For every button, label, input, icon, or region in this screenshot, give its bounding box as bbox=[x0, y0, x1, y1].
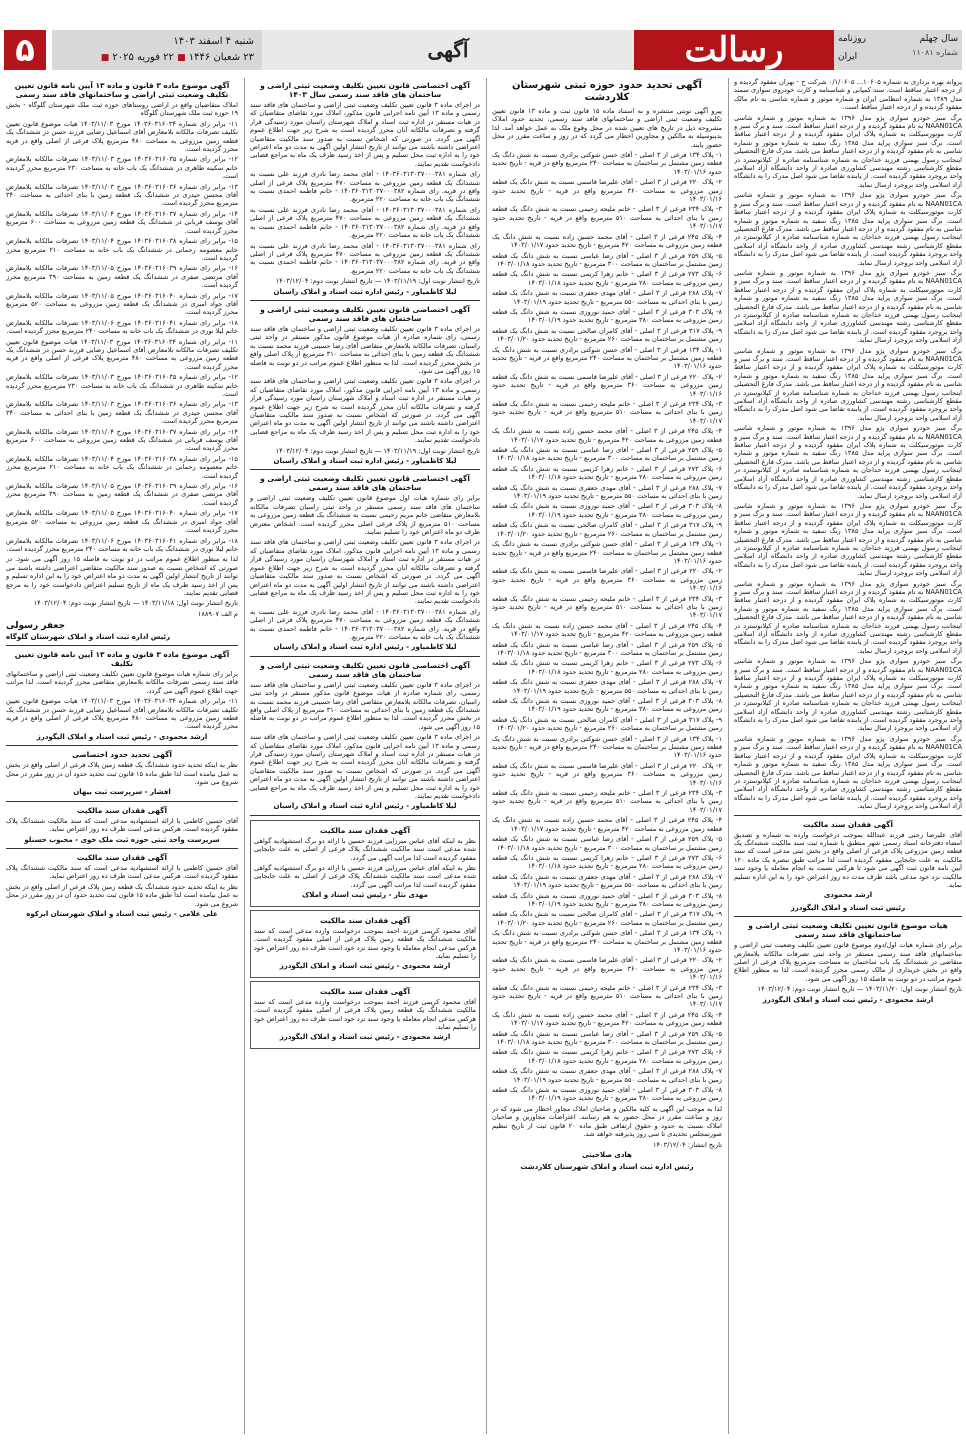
separator bbox=[6, 801, 238, 802]
separator bbox=[6, 745, 238, 746]
section-title: آگهی bbox=[262, 30, 634, 70]
meta-country: ایران bbox=[838, 52, 858, 62]
list-item: ۷- پلاک ۲۸۸ فرعی از ۳ اصلی - آقای مهدی جعفری نسبت به شش دانگ یک قطعه زمین با بنای احداثی به مساحت ۵۵۰ مترمربع - تاریخ تحدید حدود ۱۴۰۳/۰۱/۱۹ bbox=[492, 872, 722, 890]
separator bbox=[250, 815, 480, 816]
ad-title: آگهی موضوع ماده ۳ قانون و ماده ۱۳ آیین نامه قانون تعیین تکلیف وضعیت ثبتی اراضی و ساختمانهای فاقد سند رسمی bbox=[14, 81, 230, 99]
list-item: ۱- پلاک ۱۳۴ فرعی از ۳ اصلی - آقای حسن شوکتی برادری نسبت به شش دانگ یک قطعه زمین مشتمل بر ساختمان به مساحت ۲۴۰ مترمربع واقع در قریه - تاریخ تحدید حدود ۱۴۰۳/۰۱/۱۶ bbox=[492, 734, 722, 760]
ad-signature: جعفر رسولی bbox=[6, 621, 65, 632]
column-2 bbox=[492, 78, 722, 1434]
list-item: ۵- پلاک ۲۵۹ فرعی از ۳ اصلی - آقای رضا عباسی نسبت به شش دانگ یک قطعه زمین مشتمل بر ساختمان به مساحت ۳۰۰ مترمربع - تاریخ تحدید حدود ۱۴۰۳/۰۱/۱۸ bbox=[492, 251, 722, 268]
list-item: ۴- پلاک ۲۴۵ فرعی از ۳ اصلی - آقای محمد حسین زاده نسبت به شش دانگ یک قطعه زمین مزروعی به مساحت ۴۲۰ مترمربع - تاریخ تحدید حدود ۱۴۰۳/۰۱/۱۷ bbox=[492, 816, 722, 833]
list-item: ۳- پلاک ۲۳۴ فرعی از ۳ اصلی - خانم ملیحه رحیمی نسبت به شش دانگ یک قطعه زمین با بنای احداثی به مساحت ۵۱۰ مترمربع واقع در قریه - تاریخ تحدید حدود ۱۴۰۳/۰۱/۱۷ bbox=[492, 594, 722, 620]
date-line-2: ۲۳ شعبان ۱۴۴۶ ■ ۲۲ فوریه ۲۰۲۵ ■ bbox=[100, 52, 254, 63]
ad-title: آگهی فقدان سند مالکیت bbox=[803, 819, 893, 829]
ad-signature: لیلا کاظمیاور - رئیس اداره ثبت اسناد و املاک راسبان bbox=[273, 287, 457, 296]
ad-intro: پروانه بهره برداری به شماره ۱۰۶۰۵... ۰/۱/۰۶۰۵ شرکت ح - تهران مفقود گردیده و از درجه اعتبار ساقط است. سند کمپانی و شناسنامه و کارت خودروی سواری سمند مدل ۱۳۸۹ به شماره انتظامی ایران و شماره موتور و شماره شاسی به نام مالک مفقود گردیده و از درجه اعتبار ساقط است. bbox=[734, 78, 962, 112]
list-item: ۱۸- برابر رای شماره ۱۴۰۳۶۰۳۱۶۰۴۱ مورخ ۱۴۰۳/۱۱/۰۶ تصرفات مالکانه بلامعارض خانم لیلا نوری در ششدانگ یک باب خانه به مساحت ۲۴۰ مترمربع محرز گردیده است. bbox=[6, 318, 238, 336]
ad-body: در اجرای ماده ۳ قانون تعیین تکلیف وضعیت ثبتی اراضی و ساختمان های فاقد سند رسمی و ماده ۱۳ آیین نامه اجرایی قانون مذکور، املاک مورد تقاضای متقاضیان که در هیات مستقر در اداره ثبت اسناد و املاک شهرستان راسبان مورد رسیدگی قرار گرفته و تصرفات مالکانه آنان محرز گردیده است به شرح زیر جهت اطلاع عموم آگهی می گردد. در صورتی که اشخاص نسبت به صدور سند مالکیت متقاضیان اعتراضی داشته باشند می توانند از تاریخ انتشار اولین آگهی به مدت دو ماه اعتراض خود را به اداره ثبت محل تسلیم و پس از اخذ رسید ظرف یک ماه به مراجع قضایی دادخواست تقدیم نمایند. bbox=[250, 538, 480, 606]
list-item: ۱۱- برابر رای شماره ۱۴۰۳۶۰۳۱۶۰۳۴ مورخ ۱۴۰۳/۱۱/۰۳ هیات موضوع قانون تعیین تکلیف تصرفات مالکانه بلامعارض آقای اسماعیل رضایی فرزند حسن در ششدانگ یک قطعه زمین مزروعی به مساحت ۴۸۰ مترمربع پلاک فرعی از اصلی واقع در قریه محرز گردیده است. bbox=[6, 337, 238, 371]
separator bbox=[6, 645, 238, 646]
date-line-1: شنبه ۴ اسفند ۱۴۰۳ bbox=[173, 36, 254, 47]
ad-signature-title: رئیس ثبت اسناد و املاک الیگودرز bbox=[790, 903, 906, 912]
ad-box bbox=[250, 820, 480, 907]
ad-body: برگ سبز خودرو سواری پژو مدل ۱۳۹۶ به شماره موتور و شماره شاسی NAAN01CA به نام مفقود گردیده و از درجه اعتبار ساقط است. سند و برگ سبز و کارت موتورسیکلت به شماره پلاک ایران مفقود گردیده و از درجه اعتبار ساقط است. برگ سبز سواری پراید مدل ۱۳۸۵ رنگ سفید به شماره موتور و شماره شاسی به نام مفقود گردیده و از درجه اعتبار ساقط می باشد. مدرک فارغ التحصیلی اینجانب رسول بهمنی فرزند خداجان به شماره شناسنامه صادره از کیلانوسترد در مقطع کارشناسی رشته مهندسی کشاورزی صادره از واحد دانشگاه آزاد اسلامی واحد بروجرد مفقود گردیده است. از یابنده تقاضا می شود اصل مدرک را به دانشگاه آزاد اسلامی واحد بروجرد ارسال نماید. bbox=[734, 424, 962, 500]
ad-box bbox=[250, 981, 480, 1049]
ad-body: برابر رای شماره هیات اول موضوع قانون تعیین تکلیف وضعیت ثبتی اراضی و ساختمان های فاقد سند رسمی مستقر در واحد ثبتی راسبان تصرفات مالکانه بلامعارض متقاضی خانم مریم رحیمی نسبت به ششدانگ یک قطعه زمین مزروعی به مساحت ۵۱۰ مترمربع از پلاک فرعی اصلی محرز گردیده است. اشخاص معترض ظرف دو ماه اعتراض خود را تسلیم نمایند. bbox=[250, 494, 480, 537]
ad-body: در اجرای ماده ۳ قانون تعیین تکلیف وضعیت ثبتی اراضی و ساختمان های فاقد سند رسمی و ماده ۱۳ آیین نامه اجرایی قانون مذکور، املاک مورد تقاضای متقاضیان که در هیات مستقر در اداره ثبت اسناد و املاک شهرستان راسبان مورد رسیدگی قرار گرفته و تصرفات مالکانه آنان محرز گردیده است به شرح زیر جهت اطلاع عموم آگهی می گردد. در صورتی که اشخاص نسبت به صدور سند مالکیت متقاضیان اعتراضی داشته باشند می توانند از تاریخ انتشار اولین آگهی به مدت دو ماه اعتراض خود را به اداره ثبت محل تسلیم و پس از اخذ رسید ظرف یک ماه به مراجع قضایی دادخواست تقدیم نمایند. bbox=[250, 377, 480, 445]
list-item: ۸- پلاک ۳۰۳ فرعی از ۳ اصلی - آقای حمید نوروزی نسبت به شش دانگ یک قطعه زمین مزروعی به مساحت ۳۸۰ مترمربع - تاریخ تحدید حدود ۱۴۰۳/۰۱/۱۹ bbox=[492, 307, 722, 325]
list-item: ۷- پلاک ۲۸۸ فرعی از ۳ اصلی - آقای مهدی جعفری نسبت به شش دانگ یک قطعه زمین با بنای احداثی به مساحت ۵۵۰ مترمربع - تاریخ تحدید حدود ۱۴۰۳/۰۱/۱۹ bbox=[492, 483, 722, 501]
list-item: ۱- پلاک ۱۳۴ فرعی از ۳ اصلی - آقای حسن شوکتی برادری نسبت به شش دانگ یک قطعه زمین مشتمل بر ساختمان به مساحت ۲۴۰ مترمربع واقع در قریه - تاریخ تحدید حدود ۱۴۰۳/۰۱/۱۶ bbox=[492, 540, 722, 565]
list-item: ۹- پلاک ۳۱۷ فرعی از ۳ اصلی - آقای کامران صالحی نسبت به شش دانگ یک قطعه زمین مشتمل بر ساختمان به مساحت ۲۶۰ مترمربع - تاریخ تحدید حدود ۱۴۰۳/۰۱/۲۰ bbox=[492, 715, 722, 733]
ad-body: برگ سبز خودرو سواری پژو مدل ۱۳۹۶ به شماره موتور و شماره شاسی NAAN01CA به نام مفقود گردیده و از درجه اعتبار ساقط است. سند و برگ سبز و کارت موتورسیکلت به شماره پلاک ایران مفقود گردیده و از درجه اعتبار ساقط است. برگ سبز سواری پراید مدل ۱۳۸۵ رنگ سفید به شماره موتور و شماره شاسی به نام مفقود گردیده و از درجه اعتبار ساقط می باشد. مدرک فارغ التحصیلی اینجانب رسول بهمنی فرزند خداجان به شماره شناسنامه صادره از کیلانوسترد در مقطع کارشناسی رشته مهندسی کشاورزی صادره از واحد دانشگاه آزاد اسلامی واحد بروجرد مفقود گردیده است. از یابنده تقاضا می شود اصل مدرک را به دانشگاه آزاد اسلامی واحد بروجرد ارسال نماید. bbox=[734, 734, 962, 811]
column-divider bbox=[728, 78, 729, 1434]
ad-title: آگهی فقدان سند مالکیت bbox=[320, 915, 410, 925]
ad-signature: ارشد محمودی - رئیس ثبت اسناد و املاک الیگودرز bbox=[279, 962, 451, 971]
list-item: ۵- پلاک ۲۵۹ فرعی از ۳ اصلی - آقای رضا عباسی نسبت به شش دانگ یک قطعه زمین مشتمل بر ساختمان به مساحت ۳۰۰ مترمربع - تاریخ تحدید حدود ۱۴۰۳/۰۱/۱۸ bbox=[492, 640, 722, 657]
ad-body: در اجرای ماده ۳ قانون تعیین تکلیف وضعیت ثبتی اراضی و ساختمان های فاقد سند رسمی و ماده ۱۳ آیین نامه اجرایی قانون مذکور، املاک مورد تقاضای متقاضیان که در هیات مستقر در اداره ثبت اسناد و املاک شهرستان راسبان مورد رسیدگی قرار گرفته و تصرفات مالکانه آنان محرز گردیده است به شرح زیر جهت اطلاع عموم آگهی می گردد. در صورتی که اشخاص نسبت به صدور سند مالکیت متقاضیان اعتراضی داشته باشند می توانند از تاریخ انتشار اولین آگهی به مدت دو ماه اعتراض خود را به اداره ثبت محل تسلیم و پس از اخذ رسید ظرف یک ماه به مراجع قضایی دادخواست تقدیم نمایند. bbox=[250, 101, 480, 168]
column-divider bbox=[486, 78, 487, 1434]
column-3 bbox=[250, 78, 480, 1434]
list-item: ۳- پلاک ۲۳۴ فرعی از ۳ اصلی - خانم ملیحه رحیمی نسبت به شش دانگ یک قطعه زمین با بنای احداثی به مساحت ۵۱۰ مترمربع واقع در قریه - تاریخ تحدید حدود ۱۴۰۳/۰۱/۱۷ bbox=[492, 400, 722, 425]
list-item: ۵- پلاک ۲۵۹ فرعی از ۳ اصلی - آقای رضا عباسی نسبت به شش دانگ یک قطعه زمین مشتمل بر ساختمان به مساحت ۳۰۰ مترمربع - تاریخ تحدید حدود ۱۴۰۳/۰۱/۱۸ bbox=[492, 1029, 722, 1047]
ad-body: در اجرای ماده ۳ قانون تعیین تکلیف وضعیت ثبتی اراضی و ساختمان های فاقد سند رسمی، رای شماره صادره از هیات موضوع قانون مذکور مستقر در واحد ثبتی راسبان، تصرفات مالکانه بلامعارض متقاضی آقای رضا حسینی فرزند محمد نسبت به ششدانگ یک قطعه زمین با بنای احداثی به مساحت ۳۱۰ مترمربع از پلاک اصلی واقع در بخش محرز گردیده است. لذا به منظور اطلاع عموم مراتب در دو نوبت به فاصله ۱۵ روز آگهی می شود. bbox=[250, 324, 480, 375]
list-item: ۶- پلاک ۲۷۳ فرعی از ۳ اصلی - خانم زهرا کریمی نسبت به شش دانگ یک قطعه زمین مزروعی به مساحت ۲۸۰ مترمربع - تاریخ تحدید حدود ۱۴۰۳/۰۱/۱۸ bbox=[492, 464, 722, 482]
list-item: ۸- پلاک ۳۰۳ فرعی از ۳ اصلی - آقای حمید نوروزی نسبت به شش دانگ یک قطعه زمین مزروعی به مساحت ۳۸۰ مترمربع - تاریخ تحدید حدود ۱۴۰۳/۰۱/۱۹ bbox=[492, 502, 722, 519]
list-item: ۱۲- برابر رای شماره ۱۴۰۳۶۰۳۱۶۰۳۵ مورخ ۱۴۰۳/۱۱/۰۳ تصرفات مالکانه بلامعارض خانم سکینه طاهری در ششدانگ یک باب خانه به مساحت ۲۳۰ مترمربع محرز گردیده است. bbox=[6, 373, 238, 398]
list-item: ۱۲- برابر رای شماره ۱۴۰۳۶۰۳۱۶۰۳۵ مورخ ۱۴۰۳/۱۱/۰۳ تصرفات مالکانه بلامعارض خانم سکینه طاهری در ششدانگ یک باب خانه به مساحت ۲۳۰ مترمربع محرز گردیده است. bbox=[6, 155, 238, 181]
list-item: ۱۴- برابر رای شماره ۱۴۰۳۶۰۳۱۶۰۳۷ مورخ ۱۴۰۳/۱۱/۰۴ تصرفات مالکانه بلامعارض آقای یوسف قربانی در ششدانگ یک قطعه زمین مزروعی به مساحت ۶۰۰ مترمربع محرز گردیده است. bbox=[6, 427, 238, 453]
ad-signature: مهدی نثار - رئیس ثبت اسناد و املاک bbox=[302, 891, 428, 900]
list-item: ۱- پلاک ۱۳۴ فرعی از ۳ اصلی - آقای حسن شوکتی برادری نسبت به شش دانگ یک قطعه زمین مشتمل بر ساختمان به مساحت ۲۴۰ مترمربع واقع در قریه - تاریخ تحدید حدود ۱۴۰۳/۰۱/۱۶ bbox=[492, 345, 722, 371]
list-item: ۶- پلاک ۲۷۳ فرعی از ۳ اصلی - خانم زهرا کریمی نسبت به شش دانگ یک قطعه زمین مزروعی به مساحت ۲۸۰ مترمربع - تاریخ تحدید حدود ۱۴۰۳/۰۱/۱۸ bbox=[492, 659, 722, 676]
ad-dates: تاریخ انتشار نوبت اول: ۱۴۰۳/۱۱/۱۹ — تاریخ انتشار نوبت دوم: ۱۴۰۳/۱۲/۰۴ bbox=[275, 446, 480, 455]
list-item: ۹- پلاک ۳۱۷ فرعی از ۳ اصلی - آقای کامران صالحی نسبت به شش دانگ یک قطعه زمین مشتمل بر ساختمان به مساحت ۲۶۰ مترمربع - تاریخ تحدید حدود ۱۴۰۳/۰۱/۲۰ bbox=[492, 521, 722, 538]
ad-title: آگهی تحدید حدود حوزه ثبتی شهرستان کلاردشت bbox=[511, 80, 702, 103]
ad-items: رای شماره ۱۴۰۳۶۰۳۱۳۰۳۷۰۰۰۳۸۱ - آقای محمد رضا نادری فرزند علی نسبت به ششدانگ یک قطعه زمین مزروعی به مساحت ۴۷۰ مترمربع پلاک فرعی از اصلی واقع در قریه. رای شماره ۱۴۰۳۶۰۳۱۳۰۳۷۰۰۰۳۸۲ - خانم فاطمه احمدی نسبت به ششدانگ یک باب خانه به مساحت ۲۲۰ مترمربع. bbox=[250, 241, 480, 275]
list-item: ۳- پلاک ۲۳۴ فرعی از ۳ اصلی - خانم ملیحه رحیمی نسبت به شش دانگ یک قطعه زمین با بنای احداثی به مساحت ۵۱۰ مترمربع واقع در قریه - تاریخ تحدید حدود ۱۴۰۳/۰۱/۱۷ bbox=[492, 983, 722, 1009]
ad-body: نظر به اینکه آقای عباس میرزایی فرزند حسین با ارائه دو برگ استشهادیه گواهی شده مدعی است سند مالکیت ششدانگ پلاک فرعی از اصلی به علت جابجایی مفقود گردیده است لذا مراتب آگهی می گردد. bbox=[254, 836, 476, 862]
list-item: ۴- پلاک ۲۴۵ فرعی از ۳ اصلی - آقای محمد حسین زاده نسبت به شش دانگ یک قطعه زمین مزروعی به مساحت ۴۲۰ مترمربع - تاریخ تحدید حدود ۱۴۰۳/۰۱/۱۷ bbox=[492, 427, 722, 444]
ad-signature-title: رئیس اداره ثبت اسناد و املاک شهرستان کلاردشت bbox=[520, 1163, 694, 1172]
ad-body: ۱۱- برابر رای شماره ۱۴۰۳۶۰۳۱۶۰۳۴ مورخ ۱۴۰۳/۱۱/۰۳ هیات موضوع قانون تعیین تکلیف تصرفات مالکانه بلامعارض آقای اسماعیل رضایی فرزند حسن در ششدانگ یک قطعه زمین مزروعی به مساحت ۴۸۰ مترمربع پلاک فرعی از اصلی واقع در قریه محرز گردیده است. bbox=[6, 697, 238, 731]
ad-note: لذا به موجب این آگهی به کلیه مالکین و صاحبان املاک مجاور اخطار می شود که در روز و ساعت مقرر در محل حضور به هم رسانند. اعتراضات مجاورین و صاحبان املاک نسبت به حدود و حقوق ارتفاقی طبق ماده ۲۰ قانون ثبت از تاریخ تنظیم صورتمجلس تحدیدی تا سی روز پذیرفته خواهد شد. bbox=[492, 1104, 722, 1139]
ad-signature: لیلا کاظمیاور - رئیس اداره ثبت اسناد و املاک راسبان bbox=[273, 802, 457, 811]
page-number: ۵ bbox=[4, 30, 46, 70]
list-item: ۷- پلاک ۲۸۸ فرعی از ۳ اصلی - آقای مهدی جعفری نسبت به شش دانگ یک قطعه زمین با بنای احداثی به مساحت ۵۵۰ مترمربع - تاریخ تحدید حدود ۱۴۰۳/۰۱/۱۹ bbox=[492, 678, 722, 695]
ad-body: آقای حسین کاظمی با ارائه استشهادیه مدعی است که سند مالکیت ششدانگ پلاک مفقود گردیده است. هرکس مدعی است ظرف ده روز اعتراض نماید. bbox=[6, 816, 238, 834]
ad-title: آگهی تحدید حدود اختصاصی bbox=[72, 750, 172, 760]
list-item: ۹- پلاک ۳۱۷ فرعی از ۳ اصلی - آقای کامران صالحی نسبت به شش دانگ یک قطعه زمین مشتمل بر ساختمان به مساحت ۲۶۰ مترمربع - تاریخ تحدید حدود ۱۴۰۳/۰۱/۲۰ bbox=[492, 910, 722, 927]
ad-body: برابر رای شماره هیات موضوع قانون تعیین تکلیف وضعیت ثبتی اراضی و ساختمانهای فاقد سند رسمی تصرفات مالکانه بلامعارض متقاضی محرز گردیده است. لذا مراتب جهت اطلاع عموم آگهی می گردد. bbox=[6, 669, 238, 695]
ad-body: برگ سبز خودرو سواری پژو مدل ۱۳۹۶ به شماره موتور و شماره شاسی NAAN01CA به نام مفقود گردیده و از درجه اعتبار ساقط است. سند و برگ سبز و کارت موتورسیکلت به شماره پلاک ایران مفقود گردیده و از درجه اعتبار ساقط است. برگ سبز سواری پراید مدل ۱۳۸۵ رنگ سفید به شماره موتور و شماره شاسی به نام مفقود گردیده و از درجه اعتبار ساقط می باشد. مدرک فارغ التحصیلی اینجانب رسول بهمنی فرزند خداجان به شماره شناسنامه صادره از کیلانوسترد در مقطع کارشناسی رشته مهندسی کشاورزی صادره از واحد دانشگاه آزاد اسلامی واحد بروجرد مفقود گردیده است. از یابنده تقاضا می شود اصل مدرک را به دانشگاه آزاد اسلامی واحد بروجرد ارسال نماید. bbox=[734, 191, 962, 267]
list-item: ۲- پلاک ۲۲۰ فرعی از ۳ اصلی - آقای علیرضا قاسمی نسبت به شش دانگ یک قطعه زمین مزروعی به مساحت ۳۶۰ مترمربع واقع در قریه - تاریخ تحدید حدود ۱۴۰۳/۰۱/۱۶ bbox=[492, 956, 722, 982]
date-block bbox=[52, 30, 262, 70]
ad-signature: ارشد محمودی - رئیس ثبت اسناد و املاک الیگودرز bbox=[762, 995, 934, 1004]
ad-body: برگ سبز خودرو سواری پژو مدل ۱۳۹۶ به شماره موتور و شماره شاسی NAAN01CA به نام مفقود گردیده و از درجه اعتبار ساقط است. سند و برگ سبز و کارت موتورسیکلت به شماره پلاک ایران مفقود گردیده و از درجه اعتبار ساقط است. برگ سبز سواری پراید مدل ۱۳۸۵ رنگ سفید به شماره موتور و شماره شاسی به نام مفقود گردیده و از درجه اعتبار ساقط می باشد. مدرک فارغ التحصیلی اینجانب رسول بهمنی فرزند خداجان به شماره شناسنامه صادره از کیلانوسترد در مقطع کارشناسی رشته مهندسی کشاورزی صادره از واحد دانشگاه آزاد اسلامی واحد بروجرد مفقود گردیده است. از یابنده تقاضا می شود اصل مدرک را به دانشگاه آزاد اسلامی واحد بروجرد ارسال نماید. bbox=[734, 113, 962, 189]
separator bbox=[250, 656, 480, 657]
ad-signature: سرپرست واحد ثبتی حوزه ثبت ملک خوی - محبوب حسنلو bbox=[24, 835, 220, 844]
list-item: ۴- پلاک ۲۴۵ فرعی از ۳ اصلی - آقای محمد حسین زاده نسبت به شش دانگ یک قطعه زمین مزروعی به مساحت ۴۲۰ مترمربع - تاریخ تحدید حدود ۱۴۰۳/۰۱/۱۷ bbox=[492, 232, 722, 250]
ad-body: در اجرای ماده ۳ قانون تعیین تکلیف وضعیت ثبتی اراضی و ساختمان های فاقد سند رسمی و ماده ۱۳ آیین نامه اجرایی قانون مذکور، املاک مورد تقاضای متقاضیان که در هیات مستقر در اداره ثبت اسناد و املاک شهرستان راسبان مورد رسیدگی قرار گرفته و تصرفات مالکانه آنان محرز گردیده است به شرح زیر جهت اطلاع عموم آگهی می گردد. در صورتی که اشخاص نسبت به صدور سند مالکیت متقاضیان اعتراضی داشته باشند می توانند از تاریخ انتشار اولین آگهی به مدت دو ماه اعتراض خود را به اداره ثبت محل تسلیم و پس از اخذ رسید ظرف یک ماه به مراجع قضایی دادخواست تقدیم نمایند. bbox=[250, 733, 480, 801]
ad-body: برگ سبز خودرو سواری پژو مدل ۱۳۹۶ به شماره موتور و شماره شاسی NAAN01CA به نام مفقود گردیده و از درجه اعتبار ساقط است. سند و برگ سبز و کارت موتورسیکلت به شماره پلاک ایران مفقود گردیده و از درجه اعتبار ساقط است. برگ سبز سواری پراید مدل ۱۳۸۵ رنگ سفید به شماره موتور و شماره شاسی به نام مفقود گردیده و از درجه اعتبار ساقط می باشد. مدرک فارغ التحصیلی اینجانب رسول بهمنی فرزند خداجان به شماره شناسنامه صادره از کیلانوسترد در مقطع کارشناسی رشته مهندسی کشاورزی صادره از واحد دانشگاه آزاد اسلامی واحد بروجرد مفقود گردیده است. از یابنده تقاضا می شود اصل مدرک را به دانشگاه آزاد اسلامی واحد بروجرد ارسال نماید. bbox=[734, 346, 962, 422]
ad-intro: پیرو آگهی نوبتی منتشره و به استناد ماده ۱۵ قانون ثبت و ماده ۱۳ قانون تعیین تکلیف وضعیت ثبتی اراضی و ساختمانهای فاقد سند رسمی، تحدید حدود املاک مشروحه ذیل در تاریخ های تعیین شده در محل وقوع ملک به عمل خواهد آمد. لذا بدینوسیله به مالکین و مجاورین اخطار می گردد که در روز و ساعت مقرر در محل حضور یابند. bbox=[492, 107, 722, 149]
meta-year: سال چهلم bbox=[919, 34, 958, 44]
ad-signature: هادی صلاحیتی bbox=[582, 1150, 632, 1159]
list-item: ۱۵- برابر رای شماره ۱۴۰۳۶۰۳۱۶۰۳۸ مورخ ۱۴۰۳/۱۱/۰۴ تصرفات مالکانه بلامعارض خانم معصومه رحمانی در ششدانگ یک باب خانه به مساحت ۲۱۰ مترمربع محرز گردیده است. bbox=[6, 237, 238, 262]
list-item: ۱۷- برابر رای شماره ۱۴۰۳۶۰۳۱۶۰۴۰ مورخ ۱۴۰۳/۱۱/۰۵ تصرفات مالکانه بلامعارض آقای جواد امیری در ششدانگ یک قطعه زمین مزروعی به مساحت ۵۲۰ مترمربع محرز گردیده است. bbox=[6, 509, 238, 535]
ad-body: برگ سبز خودرو سواری پژو مدل ۱۳۹۶ به شماره موتور و شماره شاسی NAAN01CA به نام مفقود گردیده و از درجه اعتبار ساقط است. سند و برگ سبز و کارت موتورسیکلت به شماره پلاک ایران مفقود گردیده و از درجه اعتبار ساقط است. برگ سبز سواری پراید مدل ۱۳۸۵ رنگ سفید به شماره موتور و شماره شاسی به نام مفقود گردیده و از درجه اعتبار ساقط می باشد. مدرک فارغ التحصیلی اینجانب رسول بهمنی فرزند خداجان به شماره شناسنامه صادره از کیلانوسترد در مقطع کارشناسی رشته مهندسی کشاورزی صادره از واحد دانشگاه آزاد اسلامی واحد بروجرد مفقود گردیده است. از یابنده تقاضا می شود اصل مدرک را به دانشگاه آزاد اسلامی واحد بروجرد ارسال نماید. bbox=[734, 657, 962, 733]
ad-title: آگهی اختصاصی قانون تعیین تکلیف وضعیت ثبتی اراضی و ساختمان های فاقد سند رسمی bbox=[260, 474, 470, 493]
ad-date: تاریخ انتشار: ۱۴۰۳/۱۲/۰۴ bbox=[652, 1140, 722, 1149]
ad-dates: تاریخ انتشار نوبت اول: ۱۴۰۳/۱۱/۲۰ — تاریخ انتشار نوبت دوم: ۱۴۰۳/۱۲/۰۴ bbox=[757, 985, 962, 994]
ad-signature: لیلا کاظمیاور - رئیس اداره ثبت اسناد و املاک راسبان bbox=[273, 643, 457, 652]
ad-title: آگهی فقدان سند مالکیت bbox=[320, 986, 410, 996]
ad-body: نظر به اینکه آقای عباس میرزایی فرزند حسین با ارائه دو برگ استشهادیه گواهی شده مدعی است سند مالکیت ششدانگ پلاک فرعی از اصلی به علت جابجایی مفقود گردیده است لذا مراتب آگهی می گردد. bbox=[254, 864, 476, 889]
meta-tag: روزنامه bbox=[838, 34, 866, 44]
ad-signature: ارشد محمودی bbox=[823, 891, 873, 900]
ad-body: آقای محمود کریمی فرزند احمد بموجب درخواست وارده مدعی است که سند مالکیت ششدانگ یک قطعه زمین پلاک فرعی از اصلی مفقود گردیده است. هرکس مدعی انجام معامله یا وجود سند نزد خود است ظرف ده روز اعتراض خود را تسلیم نماید. bbox=[254, 926, 476, 960]
list-item: ۴- پلاک ۲۴۵ فرعی از ۳ اصلی - آقای محمد حسین زاده نسبت به شش دانگ یک قطعه زمین مزروعی به مساحت ۴۲۰ مترمربع - تاریخ تحدید حدود ۱۴۰۳/۰۱/۱۷ bbox=[492, 1010, 722, 1028]
ad-title: آگهی فقدان سند مالکیت bbox=[77, 853, 167, 863]
ad-signature: لیلا کاظمیاور - رئیس اداره ثبت اسناد و املاک راسبان bbox=[273, 457, 457, 466]
list-item: ۲- پلاک ۲۲۰ فرعی از ۳ اصلی - آقای علیرضا قاسمی نسبت به شش دانگ یک قطعه زمین مزروعی به مساحت ۳۶۰ مترمربع واقع در قریه - تاریخ تحدید حدود ۱۴۰۳/۰۱/۱۶ bbox=[492, 761, 722, 787]
list-item: ۱۴- برابر رای شماره ۱۴۰۳۶۰۳۱۶۰۳۷ مورخ ۱۴۰۳/۱۱/۰۴ تصرفات مالکانه بلامعارض آقای یوسف قربانی در ششدانگ یک قطعه زمین مزروعی به مساحت ۶۰۰ مترمربع محرز گردیده است. bbox=[6, 209, 238, 235]
ad-title: آگهی موضوع ماده ۳ قانون و ماده ۱۳ آیین نامه قانون تعیین تکلیف bbox=[14, 649, 230, 668]
list-item: ۱۳- برابر رای شماره ۱۴۰۳۶۰۳۱۶۰۳۶ مورخ ۱۴۰۳/۱۱/۰۳ تصرفات مالکانه بلامعارض آقای محسن حیدری در ششدانگ یک قطعه زمین با بنای احداثی به مساحت ۳۴۰ مترمربع محرز گردیده است. bbox=[6, 182, 238, 208]
ad-body: برابر رای شماره هیات اول/دوم موضوع قانون تعیین تکلیف وضعیت ثبتی اراضی و ساختمانهای فاقد سند رسمی مستقر در واحد ثبتی تصرفات مالکانه بلامعارض متقاضی در ششدانگ یک باب ساختمان به مساحت مترمربع پلاک فرعی از اصلی واقع در بخش خریداری از مالک رسمی محرز گردیده است. لذا به منظور اطلاع عموم مراتب در دو نوبت به فاصله ۱۵ روز آگهی می شود. bbox=[734, 941, 962, 983]
ad-body: در اجرای ماده ۳ قانون تعیین تکلیف وضعیت ثبتی اراضی و ساختمان های فاقد سند رسمی، رای شماره صادره از هیات موضوع قانون مذکور مستقر در واحد ثبتی راسبان، تصرفات مالکانه بلامعارض متقاضی آقای رضا حسینی فرزند محمد نسبت به ششدانگ یک قطعه زمین با بنای احداثی به مساحت ۳۱۰ مترمربع از پلاک اصلی واقع در بخش محرز گردیده است. لذا به منظور اطلاع عموم مراتب در دو نوبت به فاصله ۱۵ روز آگهی می شود. bbox=[250, 680, 480, 731]
list-item: ۵- پلاک ۲۵۹ فرعی از ۳ اصلی - آقای رضا عباسی نسبت به شش دانگ یک قطعه زمین مشتمل بر ساختمان به مساحت ۳۰۰ مترمربع - تاریخ تحدید حدود ۱۴۰۳/۰۱/۱۸ bbox=[492, 446, 722, 463]
list-item: ۳- پلاک ۲۳۴ فرعی از ۳ اصلی - خانم ملیحه رحیمی نسبت به شش دانگ یک قطعه زمین با بنای احداثی به مساحت ۵۱۰ مترمربع واقع در قریه - تاریخ تحدید حدود ۱۴۰۳/۰۱/۱۷ bbox=[492, 789, 722, 814]
ad-dates: تاریخ انتشار نوبت اول: ۱۴۰۳/۱۱/۱۹ — تاریخ انتشار نوبت دوم: ۱۴۰۳/۱۲/۰۴ bbox=[275, 277, 480, 286]
list-item: ۶- پلاک ۲۷۳ فرعی از ۳ اصلی - خانم زهرا کریمی نسبت به شش دانگ یک قطعه زمین مزروعی به مساحت ۲۸۰ مترمربع - تاریخ تحدید حدود ۱۴۰۳/۰۱/۱۸ bbox=[492, 853, 722, 871]
issue-meta bbox=[834, 30, 962, 70]
column-4 bbox=[6, 78, 238, 1434]
list-item: ۲- پلاک ۲۲۰ فرعی از ۳ اصلی - آقای علیرضا قاسمی نسبت به شش دانگ یک قطعه زمین مزروعی به مساحت ۳۶۰ مترمربع واقع در قریه - تاریخ تحدید حدود ۱۴۰۳/۰۱/۱۶ bbox=[492, 178, 722, 204]
ad-items: رای شماره ۱۴۰۳۶۰۳۱۳۰۳۷۰۰۰۳۸۱ - آقای محمد رضا نادری فرزند علی نسبت به ششدانگ یک قطعه زمین مزروعی به مساحت ۴۷۰ مترمربع پلاک فرعی از اصلی واقع در قریه. رای شماره ۱۴۰۳۶۰۳۱۳۰۳۷۰۰۰۳۸۲ - خانم فاطمه احمدی نسبت به ششدانگ یک باب خانه به مساحت ۲۲۰ مترمربع. bbox=[250, 205, 480, 240]
separator bbox=[734, 916, 962, 917]
ad-note: لذا به منظور اطلاع عموم مراتب در دو نوبت به فاصله ۱۵ روز آگهی می شود. در صورتی که اشخاص نسبت به صدور سند مالکیت متقاضی اعتراضی داشته باشند می توانند از تاریخ انتشار اولین آگهی به مدت دو ماه اعتراض خود را به این اداره تسلیم و پس از اخذ رسید ظرف یک ماه از تاریخ تسلیم اعتراض دادخواست خود را به مرجع قضایی تقدیم نمایند. bbox=[6, 555, 238, 597]
list-item: ۷- پلاک ۲۸۸ فرعی از ۳ اصلی - آقای مهدی جعفری نسبت به شش دانگ یک قطعه زمین با بنای احداثی به مساحت ۵۵۰ مترمربع - تاریخ تحدید حدود ۱۴۰۳/۰۱/۱۹ bbox=[492, 1067, 722, 1084]
ad-code: م الف ۱۸۸۹۰۷ bbox=[197, 609, 238, 618]
ad-title: آگهی اختصاصی قانون تعیین تکلیف وضعیت ثبتی اراضی و ساختمان های فاقد سند رسمی سال ۱۴۰۳ bbox=[260, 81, 470, 99]
list-item: ۳- پلاک ۲۳۴ فرعی از ۳ اصلی - خانم ملیحه رحیمی نسبت به شش دانگ یک قطعه زمین با بنای احداثی به مساحت ۵۱۰ مترمربع واقع در قریه - تاریخ تحدید حدود ۱۴۰۳/۰۱/۱۷ bbox=[492, 205, 722, 231]
ad-signature: افشار - سرپرست ثبت بیهان bbox=[73, 788, 171, 797]
list-item: ۹- پلاک ۳۱۷ فرعی از ۳ اصلی - آقای کامران صالحی نسبت به شش دانگ یک قطعه زمین مشتمل بر ساختمان به مساحت ۲۶۰ مترمربع - تاریخ تحدید حدود ۱۴۰۳/۰۱/۲۰ bbox=[492, 326, 722, 344]
ad-signature: ارشد محمودی - رئیس ثبت اسناد و املاک الیگودرز bbox=[36, 732, 208, 741]
ad-body: برگ سبز خودرو سواری پژو مدل ۱۳۹۶ به شماره موتور و شماره شاسی NAAN01CA به نام مفقود گردیده و از درجه اعتبار ساقط است. سند و برگ سبز و کارت موتورسیکلت به شماره پلاک ایران مفقود گردیده و از درجه اعتبار ساقط است. برگ سبز سواری پراید مدل ۱۳۸۵ رنگ سفید به شماره موتور و شماره شاسی به نام مفقود گردیده و از درجه اعتبار ساقط می باشد. مدرک فارغ التحصیلی اینجانب رسول بهمنی فرزند خداجان به شماره شناسنامه صادره از کیلانوسترد در مقطع کارشناسی رشته مهندسی کشاورزی صادره از واحد دانشگاه آزاد اسلامی واحد بروجرد مفقود گردیده است. از یابنده تقاضا می شود اصل مدرک را به دانشگاه آزاد اسلامی واحد بروجرد ارسال نماید. bbox=[734, 579, 962, 655]
list-item: ۴- پلاک ۲۴۵ فرعی از ۳ اصلی - آقای محمد حسین زاده نسبت به شش دانگ یک قطعه زمین مزروعی به مساحت ۴۲۰ مترمربع - تاریخ تحدید حدود ۱۴۰۳/۰۱/۱۷ bbox=[492, 621, 722, 639]
ad-title: آگهی فقدان سند مالکیت bbox=[320, 825, 410, 835]
list-item: ۱۱- برابر رای شماره ۱۴۰۳۶۰۳۱۶۰۳۴ مورخ ۱۴۰۳/۱۱/۰۳ هیات موضوع قانون تعیین تکلیف تصرفات مالکانه بلامعارض آقای اسماعیل رضایی فرزند حسن در ششدانگ یک قطعه زمین مزروعی به مساحت ۴۸۰ مترمربع پلاک فرعی از اصلی واقع در قریه محرز گردیده است. bbox=[6, 119, 238, 154]
list-item: ۱۸- برابر رای شماره ۱۴۰۳۶۰۳۱۶۰۴۱ مورخ ۱۴۰۳/۱۱/۰۶ تصرفات مالکانه بلامعارض خانم لیلا نوری در ششدانگ یک باب خانه به مساحت ۲۴۰ مترمربع محرز گردیده است. bbox=[6, 536, 238, 553]
separator bbox=[250, 300, 480, 301]
ad-body: آقای حسین کاظمی با ارائه استشهادیه مدعی است که سند مالکیت ششدانگ پلاک مفقود گردیده است. هرکس مدعی است ظرف ده روز اعتراض نماید. bbox=[6, 864, 238, 881]
ad-title: آگهی اختصاصی قانون تعیین تکلیف وضعیت ثبتی اراضی و ساختمان های فاقد سند رسمی bbox=[260, 304, 470, 323]
ad-signature: علی غلامی - رئیس ثبت اسناد و املاک شهرستان ابرکوه bbox=[26, 910, 218, 919]
column-1 bbox=[734, 78, 962, 1434]
list-item: ۲- پلاک ۲۲۰ فرعی از ۳ اصلی - آقای علیرضا قاسمی نسبت به شش دانگ یک قطعه زمین مزروعی به مساحت ۳۶۰ مترمربع واقع در قریه - تاریخ تحدید حدود ۱۴۰۳/۰۱/۱۶ bbox=[492, 372, 722, 398]
ad-body: نظر به اینکه تحدید حدود ششدانگ یک قطعه زمین پلاک فرعی از اصلی واقع در بخش به عمل نیامده است لذا طبق ماده ۱۵ قانون ثبت تحدید حدود آن در روز مقرر در محل شروع می شود. bbox=[6, 761, 238, 787]
meta-issue: شماره ۱۱۰۸۱ bbox=[912, 48, 958, 57]
separator bbox=[6, 848, 238, 849]
ad-signature-title: رئیس اداره ثبت اسناد و املاک شهرستان گلوگاه bbox=[6, 632, 171, 641]
list-item: ۵- پلاک ۲۵۹ فرعی از ۳ اصلی - آقای رضا عباسی نسبت به شش دانگ یک قطعه زمین مشتمل بر ساختمان به مساحت ۳۰۰ مترمربع - تاریخ تحدید حدود ۱۴۰۳/۰۱/۱۸ bbox=[492, 835, 722, 852]
list-item: ۱- پلاک ۱۳۴ فرعی از ۳ اصلی - آقای حسن شوکتی برادری نسبت به شش دانگ یک قطعه زمین مشتمل بر ساختمان به مساحت ۲۴۰ مترمربع واقع در قریه - تاریخ تحدید حدود ۱۴۰۳/۰۱/۱۶ bbox=[492, 151, 722, 176]
ad-items: رای شماره ۱۴۰۳۶۰۳۱۳۰۳۷۰۰۰۳۸۱ - آقای محمد رضا نادری فرزند علی نسبت به ششدانگ یک قطعه زمین مزروعی به مساحت ۴۷۰ مترمربع پلاک فرعی از اصلی واقع در قریه. رای شماره ۱۴۰۳۶۰۳۱۳۰۳۷۰۰۰۳۸۲ - خانم فاطمه احمدی نسبت به ششدانگ یک باب خانه به مساحت ۲۲۰ مترمربع. bbox=[250, 170, 480, 204]
ad-title: آگهی اختصاصی قانون تعیین تکلیف وضعیت ثبتی اراضی و ساختمان های فاقد سند رسمی bbox=[260, 660, 470, 679]
list-item: ۶- پلاک ۲۷۳ فرعی از ۳ اصلی - خانم زهرا کریمی نسبت به شش دانگ یک قطعه زمین مزروعی به مساحت ۲۸۰ مترمربع - تاریخ تحدید حدود ۱۴۰۳/۰۱/۱۸ bbox=[492, 270, 722, 287]
ad-title: آگهی فقدان سند مالکیت bbox=[77, 805, 167, 815]
ad-body: برگ سبز خودرو سواری پژو مدل ۱۳۹۶ به شماره موتور و شماره شاسی NAAN01CA به نام مفقود گردیده و از درجه اعتبار ساقط است. سند و برگ سبز و کارت موتورسیکلت به شماره پلاک ایران مفقود گردیده و از درجه اعتبار ساقط است. برگ سبز سواری پراید مدل ۱۳۸۵ رنگ سفید به شماره موتور و شماره شاسی به نام مفقود گردیده و از درجه اعتبار ساقط می باشد. مدرک فارغ التحصیلی اینجانب رسول بهمنی فرزند خداجان به شماره شناسنامه صادره از کیلانوسترد در مقطع کارشناسی رشته مهندسی کشاورزی صادره از واحد دانشگاه آزاد اسلامی واحد بروجرد مفقود گردیده است. از یابنده تقاضا می شود اصل مدرک را به دانشگاه آزاد اسلامی واحد بروجرد ارسال نماید. bbox=[734, 501, 962, 578]
newspaper-logo: رسالت bbox=[634, 30, 834, 70]
list-item: ۱۶- برابر رای شماره ۱۴۰۳۶۰۳۱۶۰۳۹ مورخ ۱۴۰۳/۱۱/۰۵ تصرفات مالکانه بلامعارض آقای مرتضی صفری در ششدانگ یک قطعه زمین به مساحت ۳۹۰ مترمربع محرز گردیده است. bbox=[6, 264, 238, 290]
list-item: ۱۶- برابر رای شماره ۱۴۰۳۶۰۳۱۶۰۳۹ مورخ ۱۴۰۳/۱۱/۰۵ تصرفات مالکانه بلامعارض آقای مرتضی صفری در ششدانگ یک قطعه زمین به مساحت ۳۹۰ مترمربع محرز گردیده است. bbox=[6, 482, 238, 507]
ad-body: آقای محمود کریمی فرزند احمد بموجب درخواست وارده مدعی است که سند مالکیت ششدانگ یک قطعه زمین پلاک فرعی از اصلی مفقود گردیده است. هرکس مدعی انجام معامله یا وجود سند نزد خود است ظرف ده روز اعتراض خود را تسلیم نماید. bbox=[254, 997, 476, 1031]
list-item: ۲- پلاک ۲۲۰ فرعی از ۳ اصلی - آقای علیرضا قاسمی نسبت به شش دانگ یک قطعه زمین مزروعی به مساحت ۳۶۰ مترمربع واقع در قریه - تاریخ تحدید حدود ۱۴۰۳/۰۱/۱۶ bbox=[492, 567, 722, 593]
ad-body: نظر به اینکه تحدید حدود ششدانگ یک قطعه زمین پلاک فرعی از اصلی واقع در بخش به عمل نیامده است لذا طبق ماده ۱۵ قانون ثبت تحدید حدود آن در روز مقرر در محل شروع می شود. bbox=[6, 882, 238, 908]
list-item: ۶- پلاک ۲۷۳ فرعی از ۳ اصلی - خانم زهرا کریمی نسبت به شش دانگ یک قطعه زمین مزروعی به مساحت ۲۸۰ مترمربع - تاریخ تحدید حدود ۱۴۰۳/۰۱/۱۸ bbox=[492, 1048, 722, 1065]
ad-signature: ارشد محمودی - رئیس ثبت اسناد و املاک الیگودرز bbox=[279, 1033, 451, 1042]
masthead bbox=[0, 0, 966, 74]
column-divider bbox=[244, 78, 245, 1434]
ad-box bbox=[250, 910, 480, 978]
ad-dates: تاریخ انتشار نوبت اول: ۱۴۰۳/۱۱/۱۸ — تاریخ انتشار نوبت دوم: ۱۴۰۳/۱۲/۰۴ bbox=[33, 599, 238, 608]
separator bbox=[734, 815, 962, 816]
list-item: ۱- پلاک ۱۳۴ فرعی از ۳ اصلی - آقای حسن شوکتی برادری نسبت به شش دانگ یک قطعه زمین مشتمل بر ساختمان به مساحت ۲۴۰ مترمربع واقع در قریه - تاریخ تحدید حدود ۱۴۰۳/۰۱/۱۶ bbox=[492, 929, 722, 954]
ad-body: آقای علیرضا رجبی فرزند عبدالله بموجب درخواست وارده به شماره و تصدیق امضاء دفترخانه اسناد رسمی شهر منطبق با شماره ثبت سند مالکیت ششدانگ یک قطعه زمین مزروعی پلاک فرعی از اصلی واقع در بخش ثبتی مدعی است که سند مالکیت به علت جابجایی مفقود گردیده است لذا مراتب طبق تبصره یک ماده ۱۲۰ آیین نامه قانون ثبت آگهی می شود تا هرکس نسبت به انجام معامله یا وجود سند مالکیت نزد خود مدعی باشد ظرف مدت ده روز اعتراض خود را به این اداره تسلیم نماید. bbox=[734, 830, 962, 889]
list-item: ۸- پلاک ۳۰۳ فرعی از ۳ اصلی - آقای حمید نوروزی نسبت به شش دانگ یک قطعه زمین مزروعی به مساحت ۳۸۰ مترمربع - تاریخ تحدید حدود ۱۴۰۳/۰۱/۱۹ bbox=[492, 697, 722, 714]
ad-title: هیات موضوع قانون تعیین تکلیف وضعیت ثبتی اراضی و ساختمانهای فاقد سند رسمی bbox=[748, 921, 948, 940]
ad-intro: املاک متقاضیان واقع در اراضی روستاهای حوزه ثبت ملک شهرستان گلوگاه - بخش ۱۹ حوزه ثبت ملک شهرستان گلوگاه bbox=[6, 101, 238, 118]
separator bbox=[250, 469, 480, 470]
list-item: ۸- پلاک ۳۰۳ فرعی از ۳ اصلی - آقای حمید نوروزی نسبت به شش دانگ یک قطعه زمین مزروعی به مساحت ۳۸۰ مترمربع - تاریخ تحدید حدود ۱۴۰۳/۰۱/۱۹ bbox=[492, 891, 722, 908]
list-item: ۱۵- برابر رای شماره ۱۴۰۳۶۰۳۱۶۰۳۸ مورخ ۱۴۰۳/۱۱/۰۴ تصرفات مالکانه بلامعارض خانم معصومه رحمانی در ششدانگ یک باب خانه به مساحت ۲۱۰ مترمربع محرز گردیده است. bbox=[6, 454, 238, 480]
list-item: ۷- پلاک ۲۸۸ فرعی از ۳ اصلی - آقای مهدی جعفری نسبت به شش دانگ یک قطعه زمین با بنای احداثی به مساحت ۵۵۰ مترمربع - تاریخ تحدید حدود ۱۴۰۳/۰۱/۱۹ bbox=[492, 289, 722, 306]
ad-items: رای شماره ۱۴۰۳۶۰۳۱۳۰۳۷۰۰۰۳۸۱ - آقای محمد رضا نادری فرزند علی نسبت به ششدانگ یک قطعه زمین مزروعی به مساحت ۴۷۰ مترمربع پلاک فرعی از اصلی واقع در قریه. رای شماره ۱۴۰۳۶۰۳۱۳۰۳۷۰۰۰۳۸۲ - خانم فاطمه احمدی نسبت به ششدانگ یک باب خانه به مساحت ۲۲۰ مترمربع. bbox=[250, 607, 480, 641]
ad-body: برگ سبز خودرو سواری پژو مدل ۱۳۹۶ به شماره موتور و شماره شاسی NAAN01CA به نام مفقود گردیده و از درجه اعتبار ساقط است. سند و برگ سبز و کارت موتورسیکلت به شماره پلاک ایران مفقود گردیده و از درجه اعتبار ساقط است. برگ سبز سواری پراید مدل ۱۳۸۵ رنگ سفید به شماره موتور و شماره شاسی به نام مفقود گردیده و از درجه اعتبار ساقط می باشد. مدرک فارغ التحصیلی اینجانب رسول بهمنی فرزند خداجان به شماره شناسنامه صادره از کیلانوسترد در مقطع کارشناسی رشته مهندسی کشاورزی صادره از واحد دانشگاه آزاد اسلامی واحد بروجرد مفقود گردیده است. از یابنده تقاضا می شود اصل مدرک را به دانشگاه آزاد اسلامی واحد بروجرد ارسال نماید. bbox=[734, 268, 962, 345]
list-item: ۱۷- برابر رای شماره ۱۴۰۳۶۰۳۱۶۰۴۰ مورخ ۱۴۰۳/۱۱/۰۵ تصرفات مالکانه بلامعارض آقای جواد امیری در ششدانگ یک قطعه زمین مزروعی به مساحت ۵۲۰ مترمربع محرز گردیده است. bbox=[6, 291, 238, 317]
list-item: ۸- پلاک ۳۰۳ فرعی از ۳ اصلی - آقای حمید نوروزی نسبت به شش دانگ یک قطعه زمین مزروعی به مساحت ۳۸۰ مترمربع - تاریخ تحدید حدود ۱۴۰۳/۰۱/۱۹ bbox=[492, 1086, 722, 1103]
list-item: ۱۳- برابر رای شماره ۱۴۰۳۶۰۳۱۶۰۳۶ مورخ ۱۴۰۳/۱۱/۰۳ تصرفات مالکانه بلامعارض آقای محسن حیدری در ششدانگ یک قطعه زمین با بنای احداثی به مساحت ۳۴۰ مترمربع محرز گردیده است. bbox=[6, 400, 238, 426]
